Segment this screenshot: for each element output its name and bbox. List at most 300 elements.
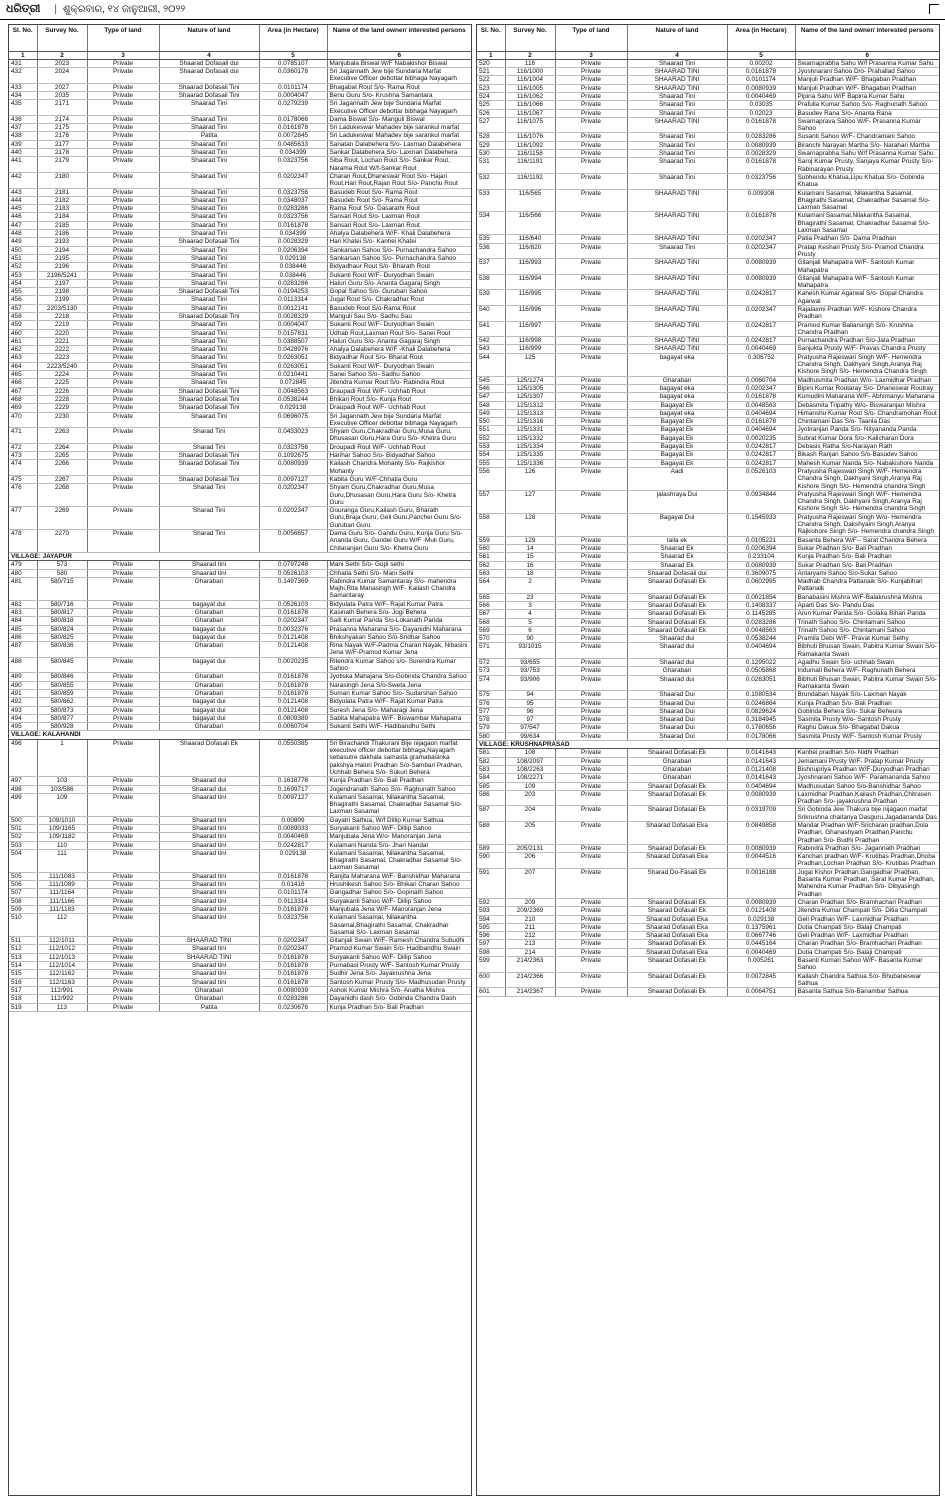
- survey-cell: 111/1164: [37, 889, 87, 897]
- serial-cell: 588: [477, 822, 505, 845]
- serial-cell: 555: [477, 459, 505, 467]
- area-cell: 0.0161878: [259, 608, 327, 616]
- type-cell: Private: [87, 914, 159, 937]
- type-cell: Private: [87, 714, 159, 722]
- nature-cell: Shaarad tini: [159, 793, 259, 816]
- serial-cell: 558: [477, 513, 505, 536]
- owner-cell: Bikash Ranjan Sahoo S/o-Basudev Sahoo: [795, 451, 939, 459]
- owner-cell: Ritendra Kumar Sahoo s/o- Surendra Kumar Sahoo: [327, 657, 471, 673]
- survey-cell: 125/1336: [505, 459, 555, 467]
- owner-cell: Basanti Kumari Sahoo W/F- Basanta Kumar Sahoo: [795, 957, 939, 973]
- nature-cell: Gharabari: [159, 608, 259, 616]
- table-row: [9, 346, 471, 354]
- survey-cell: 214/2366: [505, 972, 555, 988]
- nature-cell: Gharabari: [627, 667, 727, 675]
- nature-cell: Shaarad tini: [159, 881, 259, 889]
- table-row: [9, 59, 471, 67]
- serial-cell: 484: [9, 617, 37, 625]
- area-cell: 0.0161878: [259, 978, 327, 986]
- area-cell: 0.0080939: [727, 84, 795, 92]
- type-cell: Private: [87, 986, 159, 994]
- area-cell: 0.0202347: [259, 937, 327, 945]
- left-column: [8, 24, 472, 1496]
- owner-cell: Pratyusha Rajeswari Singh W/F- Hemendra Chandra Singh, Dakhyani Singh,Aranya Raj Kishore Singh S/o- Hemendra Chandra Singh: [795, 353, 939, 376]
- type-cell: Private: [87, 872, 159, 880]
- serial-cell: 561: [477, 553, 505, 561]
- serial-cell: 460: [9, 329, 37, 337]
- survey-cell: 580/845: [37, 657, 87, 673]
- table-row: [477, 915, 939, 923]
- area-cell: 0.009308: [727, 189, 795, 212]
- table-row: [477, 141, 939, 149]
- nature-cell: Shaarad Dofasali Tini: [159, 452, 259, 460]
- survey-cell: 108: [505, 749, 555, 757]
- serial-cell: 567: [477, 610, 505, 618]
- survey-cell: 2195: [37, 254, 87, 262]
- serial-cell: 557: [477, 490, 505, 513]
- owner-cell: Sudhir Jena S/o- Jayakrushna Jena: [327, 970, 471, 978]
- owner-cell: Sukanti Rout W/F- Duryodhan Swain: [327, 321, 471, 329]
- owner-cell: Kulamani Sasamal, Nilakantha Sasamal,Bhagirathi Sasamal, Chakradhar Sasamal S/o- Laxman Sasamal: [327, 914, 471, 937]
- type-cell: Private: [555, 601, 627, 609]
- survey-cell: 2176: [37, 132, 87, 140]
- type-cell: Private: [555, 467, 627, 490]
- table-row: [477, 610, 939, 618]
- nature-cell: Shaarad Dofasali Ek: [159, 739, 259, 776]
- owner-cell: Bibhuti Bhusan Swain, Pabitra Kumar Swain S/o- Ramakanta Swain: [795, 675, 939, 691]
- nature-cell: Shaarad Dui: [627, 691, 727, 699]
- owner-cell: Kunja Pradhan S/o- Bali Pradhan: [795, 699, 939, 707]
- type-cell: Private: [87, 617, 159, 625]
- serial-cell: 570: [477, 635, 505, 643]
- serial-cell: 553: [477, 443, 505, 451]
- survey-cell: 2182: [37, 196, 87, 204]
- nature-cell: Bagayat Ek: [627, 426, 727, 434]
- serial-cell: 526: [477, 109, 505, 117]
- type-cell: Private: [555, 948, 627, 956]
- type-cell: Private: [87, 507, 159, 530]
- nature-cell: Shaarad tini: [159, 569, 259, 577]
- survey-cell: 2194: [37, 246, 87, 254]
- table-row: [477, 544, 939, 552]
- owner-cell: Kailash Chandra Sathua S/o- Bhubaneswar Sathua: [795, 972, 939, 988]
- area-cell: 0.0538244: [727, 635, 795, 643]
- owner-cell: Himanshu Kumar Rout S/o- Chandramohan Rout: [795, 409, 939, 417]
- area-cell: 0.0323756: [259, 213, 327, 221]
- survey-cell: 2175: [37, 124, 87, 132]
- serial-cell: 582: [477, 757, 505, 765]
- serial-cell: 551: [477, 426, 505, 434]
- survey-cell: 116/1000: [505, 68, 555, 76]
- survey-cell: 116/993: [505, 259, 555, 275]
- survey-cell: 2264: [37, 443, 87, 451]
- survey-cell: 112/991: [37, 986, 87, 994]
- type-cell: Private: [555, 544, 627, 552]
- owner-cell: Pramod Kumar Baliarsingh S/o- Krushna Chandra Pradhan: [795, 321, 939, 337]
- area-cell: 0.0089033: [259, 825, 327, 833]
- type-cell: Private: [87, 288, 159, 296]
- survey-cell: 580/846: [37, 673, 87, 681]
- type-cell: Private: [87, 100, 159, 116]
- header-row: [9, 25, 471, 51]
- owner-cell: Sankar Dalabehera S/o- Laxman Dalabehera: [327, 149, 471, 157]
- survey-cell: 580/862: [37, 698, 87, 706]
- table-row: [477, 940, 939, 948]
- type-cell: Private: [87, 68, 159, 84]
- owner-cell: Sanei Sahoo S/o- Sadhu Sahoo: [327, 371, 471, 379]
- serial-cell: 593: [477, 907, 505, 915]
- table-row: [9, 995, 471, 1003]
- owner-cell: Sri Jagannath Jew bije Sundaria Marfat Executive Officer debottar bibhaga Nayagarh: [327, 412, 471, 428]
- nature-cell: Gharabari: [159, 723, 259, 731]
- survey-cell: 116/1192: [505, 173, 555, 189]
- owner-cell: Draupadi Rout W/F- Uchhab Rout: [327, 404, 471, 412]
- table-row: [477, 76, 939, 84]
- owner-cell: Ranjita Maharana W/F- Banshidhar Maharana: [327, 872, 471, 880]
- survey-cell: 2193: [37, 238, 87, 246]
- area-cell: 0.0206394: [727, 544, 795, 552]
- survey-cell: 116/1092: [505, 141, 555, 149]
- area-cell: 0.0080939: [259, 986, 327, 994]
- type-cell: Private: [555, 434, 627, 442]
- area-cell: 0.0161878: [259, 221, 327, 229]
- type-cell: Private: [87, 428, 159, 444]
- serial-cell: 580: [477, 732, 505, 740]
- area-cell: 0.0080939: [727, 274, 795, 290]
- serial-cell: 554: [477, 451, 505, 459]
- serial-cell: 441: [9, 157, 37, 173]
- area-cell: 0.0161878: [259, 872, 327, 880]
- area-cell: 0.0161878: [727, 158, 795, 174]
- type-cell: Private: [555, 337, 627, 345]
- table-row: [9, 172, 471, 188]
- owner-cell: Sankarsan Sahoo S/o- Purnachandra Sahoo: [327, 246, 471, 254]
- type-cell: Private: [555, 290, 627, 306]
- area-cell: 0.0404694: [727, 643, 795, 659]
- serial-cell: 568: [477, 618, 505, 626]
- serial-cell: 522: [477, 76, 505, 84]
- area-cell: 0.0602995: [727, 578, 795, 594]
- owner-cell: Gouranga Guru,Kailash Guru, Bharath Guru,Braja Guru, Geli Guru,Panchei Guru S/o- Gurubari Guru: [327, 507, 471, 530]
- survey-cell: 111: [37, 849, 87, 872]
- survey-cell: 209/2369: [505, 907, 555, 915]
- type-cell: Private: [555, 345, 627, 353]
- type-cell: Private: [87, 681, 159, 689]
- area-cell: 0.0202347: [727, 306, 795, 322]
- right-table-body: [477, 59, 939, 996]
- survey-cell: 111/1183: [37, 905, 87, 913]
- type-cell: Private: [555, 76, 627, 84]
- serial-cell: 456: [9, 296, 37, 304]
- area-cell: 0.0121408: [727, 907, 795, 915]
- nature-cell: Shaarad Ek: [627, 544, 727, 552]
- nature-cell: bagayat dui: [159, 706, 259, 714]
- serial-cell: 494: [9, 714, 37, 722]
- owner-cell: Sukanti Rout W/F- Duryodhan Swain: [327, 362, 471, 370]
- survey-cell: 128: [505, 513, 555, 536]
- table-row: [9, 362, 471, 370]
- nature-cell: Shaarad Tini: [159, 279, 259, 287]
- owner-cell: Bhikshyakari Sahoo S/o-Sridhar Sahoo: [327, 633, 471, 641]
- type-cell: Private: [87, 59, 159, 67]
- serial-cell: 517: [9, 986, 37, 994]
- type-cell: Private: [555, 618, 627, 626]
- serial-cell: 585: [477, 782, 505, 790]
- area-cell: 0.0323756: [259, 443, 327, 451]
- col-number: 4: [627, 51, 727, 59]
- area-cell: 0.0526103: [259, 569, 327, 577]
- table-row: [477, 957, 939, 973]
- owner-cell: Sukar Pradhan S/o- Bali Pradhan: [795, 561, 939, 569]
- serial-cell: 475: [9, 475, 37, 483]
- serial-cell: 552: [477, 434, 505, 442]
- owner-cell: Jogendranath Sahoo S/o- Raghunath Sahoo: [327, 785, 471, 793]
- owner-cell: Sukanti Rout W/F- Duryodhan Swain: [327, 271, 471, 279]
- owner-cell: Madhusudan Sahoo S/o-Banshidhar Sahoo: [795, 782, 939, 790]
- table-row: [477, 418, 939, 426]
- owner-cell: Droupadi Rout W/F- Uchhab Rout: [327, 443, 471, 451]
- area-cell: 0.0242817: [727, 459, 795, 467]
- owner-cell: Trinath Sahoo S/o- Chintamani Sahoo: [795, 618, 939, 626]
- table-row: [477, 898, 939, 906]
- serial-cell: 473: [9, 452, 37, 460]
- nature-cell: bagayat dui: [159, 600, 259, 608]
- area-cell: 0.1699717: [259, 785, 327, 793]
- owner-cell: Biranchi Narayan Martha S/o- Narahari Martha: [795, 141, 939, 149]
- table-row: [9, 91, 471, 99]
- village-heading: VILLAGE: JAYAPUR: [9, 552, 471, 560]
- survey-cell: 2183: [37, 205, 87, 213]
- nature-cell: bagayat dui: [159, 625, 259, 633]
- table-row: [9, 723, 471, 731]
- nature-cell: Shaarad Dofasali Ek: [627, 782, 727, 790]
- survey-cell: 205: [505, 822, 555, 845]
- table-row: [477, 844, 939, 852]
- survey-cell: 2171: [37, 100, 87, 116]
- survey-cell: 125/1334: [505, 443, 555, 451]
- type-cell: Private: [87, 91, 159, 99]
- nature-cell: Shaarad Tini: [159, 304, 259, 312]
- survey-cell: 2196/5241: [37, 271, 87, 279]
- table-row: [477, 274, 939, 290]
- type-cell: Private: [555, 691, 627, 699]
- serial-cell: 601: [477, 988, 505, 996]
- type-cell: Private: [87, 354, 159, 362]
- survey-cell: 108/2263: [505, 765, 555, 773]
- table-row: [9, 254, 471, 262]
- area-cell: 0.0028329: [259, 238, 327, 246]
- area-cell: 0.0121408: [259, 706, 327, 714]
- survey-cell: 93/1015: [505, 643, 555, 659]
- type-cell: Private: [555, 853, 627, 869]
- serial-cell: 483: [9, 608, 37, 616]
- area-cell: 0.0526103: [259, 600, 327, 608]
- nature-cell: Shaarad Tini: [627, 59, 727, 67]
- owner-cell: Dayanidhi dash S/o- Gobinda Chandra Dash: [327, 995, 471, 1003]
- nature-cell: Shaarad Dofasali Tini: [159, 387, 259, 395]
- serial-cell: 509: [9, 905, 37, 913]
- table-row: [9, 600, 471, 608]
- nature-cell: Shaarad Dofasali Ek: [627, 957, 727, 973]
- survey-cell: 125/1316: [505, 418, 555, 426]
- owner-cell: Gitanjali Swain W/F- Ramesh Chandra Subudhi: [327, 937, 471, 945]
- survey-cell: 1: [37, 739, 87, 776]
- table-row: [9, 149, 471, 157]
- area-cell: 0.072845: [259, 379, 327, 387]
- nature-cell: Shaarad tini: [159, 945, 259, 953]
- type-cell: Private: [87, 816, 159, 824]
- owner-cell: Gitanjali Mahapatra W/F- Santosh Kumar Mahapatra: [795, 274, 939, 290]
- nature-cell: Shaarad Tini: [159, 188, 259, 196]
- nature-cell: Shaarad Tini: [159, 246, 259, 254]
- serial-cell: 468: [9, 395, 37, 403]
- serial-cell: 465: [9, 371, 37, 379]
- table-row: [9, 428, 471, 444]
- survey-cell: 16: [505, 561, 555, 569]
- owner-cell: Mahesh Kumar Nanda S/o- Nabakishore Nanda: [795, 459, 939, 467]
- owner-cell: Madhab Chandra Pattanaik S/o- Kunjabihari Pattanaik: [795, 578, 939, 594]
- col-header-area: Area (in Hectare): [259, 25, 327, 51]
- type-cell: Private: [87, 124, 159, 132]
- col-number: 5: [259, 51, 327, 59]
- survey-cell: 109: [505, 782, 555, 790]
- type-cell: Private: [555, 384, 627, 392]
- nature-cell: SHAARAD TINI: [627, 259, 727, 275]
- area-cell: 0.038446: [259, 271, 327, 279]
- serial-cell: 493: [9, 706, 37, 714]
- owner-cell: Antaryami Sahoo S/o-Sukar Sahoo: [795, 569, 939, 577]
- nature-cell: Shaarad dui: [627, 675, 727, 691]
- survey-cell: 111/1166: [37, 897, 87, 905]
- type-cell: Private: [87, 793, 159, 816]
- table-row: [477, 675, 939, 691]
- type-cell: Private: [87, 404, 159, 412]
- table-row: [9, 124, 471, 132]
- owner-cell: Brundaban Nayak S/o- Laxman Nayak: [795, 691, 939, 699]
- type-cell: Private: [87, 321, 159, 329]
- survey-cell: 97: [505, 716, 555, 724]
- column-number-row: [9, 51, 471, 59]
- nature-cell: SHAARAD TINI: [627, 321, 727, 337]
- type-cell: Private: [87, 706, 159, 714]
- table-row: [477, 757, 939, 765]
- survey-cell: 116/994: [505, 274, 555, 290]
- area-cell: 0.306752: [727, 353, 795, 376]
- table-row: [9, 953, 471, 961]
- nature-cell: SHAARAD TINI: [627, 117, 727, 133]
- nature-cell: Shaarad Tini: [159, 124, 259, 132]
- column-number-row: [477, 51, 939, 59]
- survey-cell: 116/997: [505, 321, 555, 337]
- nature-cell: jalashraya Dui: [627, 490, 727, 513]
- area-cell: 0.0202347: [259, 507, 327, 530]
- nature-cell: Aadi: [627, 467, 727, 490]
- serial-cell: 500: [9, 816, 37, 824]
- area-cell: 0.0028329: [259, 313, 327, 321]
- owner-cell: Gopal Sahoo S/o- Gurubari Sahoo: [327, 288, 471, 296]
- table-row: [477, 765, 939, 773]
- survey-cell: 2184: [37, 213, 87, 221]
- nature-cell: Shaarad Tini: [159, 157, 259, 173]
- type-cell: Private: [555, 716, 627, 724]
- area-cell: 0.0202347: [259, 484, 327, 507]
- table-row: [9, 354, 471, 362]
- village-heading: VILLAGE: KRUSHNAPRASAD: [477, 741, 939, 749]
- nature-cell: Shaarad Dofasali Ek: [627, 626, 727, 634]
- nature-cell: Shaarad Tini: [159, 412, 259, 428]
- survey-cell: 116/1158: [505, 150, 555, 158]
- serial-cell: 498: [9, 785, 37, 793]
- type-cell: Private: [555, 321, 627, 337]
- nature-cell: Shaarad Dofasali Ek: [627, 601, 727, 609]
- table-row: [9, 673, 471, 681]
- area-cell: 0.0202347: [259, 617, 327, 625]
- owner-cell: Kanchan pradhan W/F- Krutibas Pradhan,Dhoba Pradhan,Lochan Pradhan S/o- Krutibas Pradhan: [795, 853, 939, 869]
- survey-cell: 15: [505, 553, 555, 561]
- survey-cell: 125/1335: [505, 451, 555, 459]
- survey-cell: 112/1013: [37, 953, 87, 961]
- table-row: [477, 235, 939, 243]
- area-cell: 0.1497369: [259, 577, 327, 600]
- serial-cell: 529: [477, 141, 505, 149]
- table-row: [477, 109, 939, 117]
- survey-cell: 109/1010: [37, 816, 87, 824]
- nature-cell: Shaarad Dui: [627, 716, 727, 724]
- area-cell: 0.0113314: [259, 897, 327, 905]
- survey-cell: 125/1331: [505, 426, 555, 434]
- area-cell: 0.0121408: [727, 765, 795, 773]
- survey-cell: 125/1274: [505, 376, 555, 384]
- nature-cell: Shaarad Dofasali Tini: [159, 83, 259, 91]
- survey-cell: 2265: [37, 452, 87, 460]
- type-cell: Private: [555, 84, 627, 92]
- type-cell: Private: [87, 577, 159, 600]
- area-cell: 0.0194253: [259, 288, 327, 296]
- area-cell: 0.0485633: [259, 140, 327, 148]
- nature-cell: bagayat dui: [159, 698, 259, 706]
- table-row: [477, 707, 939, 715]
- owner-cell: Kulamani Nanda S/o- Jhari Nandal: [327, 841, 471, 849]
- type-cell: Private: [555, 235, 627, 243]
- serial-cell: 564: [477, 578, 505, 594]
- survey-cell: 2218: [37, 313, 87, 321]
- owner-cell: Sabita Mahapatra W/F- Biswambar Mahapatra: [327, 714, 471, 722]
- area-cell: 0.0121408: [259, 698, 327, 706]
- table-row: [477, 189, 939, 212]
- serial-cell: 466: [9, 379, 37, 387]
- table-row: [477, 932, 939, 940]
- nature-cell: bagayat dui: [159, 714, 259, 722]
- nature-cell: SHAARAD TINI: [159, 953, 259, 961]
- owner-cell: Manjuli Pradhan W/F- Bhagaban Pradhan: [795, 84, 939, 92]
- serial-cell: 444: [9, 196, 37, 204]
- table-row: [9, 681, 471, 689]
- serial-cell: 518: [9, 995, 37, 1003]
- area-cell: 0.0040469: [727, 948, 795, 956]
- survey-cell: 2267: [37, 475, 87, 483]
- table-row: [9, 321, 471, 329]
- type-cell: Private: [87, 530, 159, 553]
- area-cell: 0.0161878: [259, 689, 327, 697]
- nature-cell: Shaarad Tini: [159, 230, 259, 238]
- serial-cell: 523: [477, 84, 505, 92]
- type-cell: Private: [555, 212, 627, 235]
- table-row: [477, 117, 939, 133]
- area-cell: 0.0433023: [259, 428, 327, 444]
- table-row: [477, 643, 939, 659]
- table-row: [9, 872, 471, 880]
- survey-cell: 116/999: [505, 345, 555, 353]
